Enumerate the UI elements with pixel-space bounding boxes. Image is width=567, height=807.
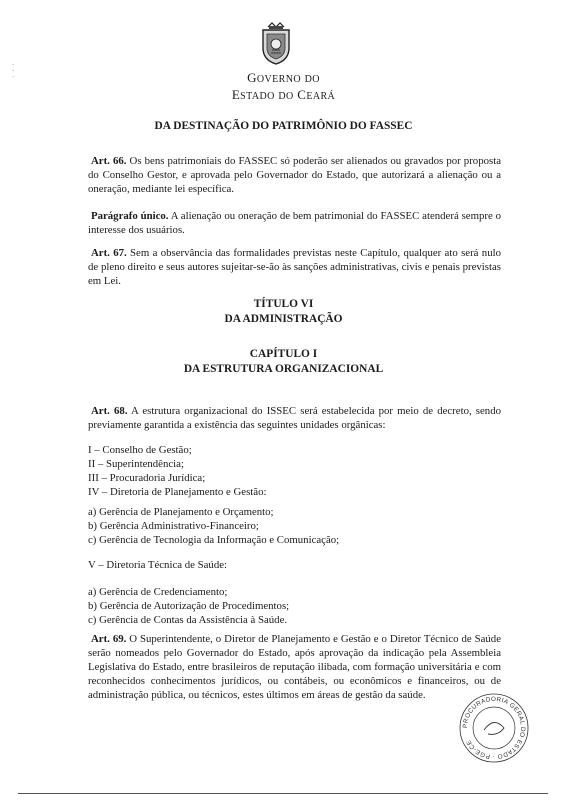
units-iv-list bbox=[88, 505, 508, 547]
titulo-number: TÍTULO VI bbox=[253, 298, 314, 310]
unit-v: V – Diretoria Técnica de Saúde: bbox=[88, 559, 228, 571]
estado-rest: STADO bbox=[240, 91, 275, 102]
article-68 bbox=[88, 404, 501, 432]
article-66-text: Os bens patrimoniais do FASSEC só poderão ser alienados ou gravados por proposta do Conselho Gestor, e aprovada pelo Governador do Estado, que autorizará a alienação ou a oneração, mediante lei específica. bbox=[88, 155, 501, 195]
section-title: DA DESTINAÇÃO DO PATRIMÔNIO DO FASSEC bbox=[154, 120, 413, 132]
estado-do: DO bbox=[278, 91, 294, 102]
paragrafo-unico-text: A alienação ou oneração de bem patrimonial do FASSEC atenderá sempre o interesse dos usuários. bbox=[88, 210, 501, 236]
list-item: I – Conselho de Gestão; bbox=[88, 444, 192, 456]
capitulo-name: DA ESTRUTURA ORGANIZACIONAL bbox=[183, 363, 384, 375]
list-item: b) Gerência Administrativo-Financeiro; bbox=[88, 520, 259, 532]
ceara-rest: EARÁ bbox=[306, 91, 336, 102]
article-67-text: Sem a observância das formalidades previstas neste Capítulo, qualquer ato será nulo de pleno direito e seus autores sujeitar-se-ão às sanções administrativas, civis e penais previstas em Lei. bbox=[88, 247, 501, 287]
article-67-label: Art. 67. bbox=[91, 247, 127, 259]
footer-divider bbox=[18, 793, 548, 794]
state-coat-of-arms-icon bbox=[258, 22, 294, 66]
stamp-text: PROCURADORIA GERAL DO ESTADO · PGE-CE bbox=[461, 695, 527, 761]
procuradoria-stamp-icon bbox=[458, 692, 530, 764]
article-66-label: Art. 66. bbox=[91, 155, 127, 167]
article-69-label: Art. 69. bbox=[91, 633, 127, 645]
paragrafo-unico bbox=[88, 209, 501, 237]
government-header bbox=[0, 70, 567, 104]
list-item: II – Superintendência; bbox=[88, 458, 184, 470]
article-68-label: Art. 68. bbox=[91, 405, 128, 417]
units-main-list bbox=[88, 443, 508, 499]
svg-text:PROCURADORIA GERAL DO ESTADO · bbox=[462, 696, 526, 760]
gov-rest: OVERNO bbox=[256, 74, 301, 85]
list-item: a) Gerência de Planejamento e Orçamento; bbox=[88, 506, 274, 518]
article-67 bbox=[88, 246, 501, 288]
gov-do: DO bbox=[304, 74, 320, 85]
article-69-text: O Superintendente, o Diretor de Planejamento e Gestão e o Diretor Técnico de Saúde serão nomeados pelo Governador do Estado, após aprovação da indicação pela Assembleia Legislativa do Estado, entre brasileiros de reputação ilibada, com formação universitária e com reconhecidos conhecimentos jurídicos, ou contábeis, ou econômicos e financeiros, ou de administração pública, ou técnicos, estes últimos em áreas de gestão da saúde. bbox=[88, 633, 501, 701]
scan-mark: · · · bbox=[12, 61, 15, 81]
article-66 bbox=[88, 154, 501, 196]
units-v-list bbox=[88, 585, 508, 627]
list-item: a) Gerência de Credenciamento; bbox=[88, 586, 228, 598]
list-item: b) Gerência de Autorização de Procedimentos; bbox=[88, 600, 290, 612]
list-item: III – Procuradoria Jurídica; bbox=[88, 472, 206, 484]
gov-line-1 bbox=[0, 70, 567, 87]
ceara-initial: C bbox=[297, 87, 307, 102]
gov-initial: G bbox=[247, 70, 257, 85]
article-68-text: A estrutura organizacional do ISSEC será estabelecida por meio de decreto, sendo previamente garantida a existência das seguintes unidades orgânicas: bbox=[88, 405, 501, 431]
titulo-name: DA ADMINISTRAÇÃO bbox=[224, 313, 343, 325]
list-item: IV – Diretoria de Planejamento e Gestão: bbox=[88, 486, 267, 498]
paragrafo-unico-label: Parágrafo único. bbox=[91, 210, 169, 222]
list-item: c) Gerência de Contas da Assistência à Saúde. bbox=[88, 614, 288, 626]
gov-line-2 bbox=[0, 87, 567, 104]
article-69 bbox=[88, 632, 501, 702]
estado-initial: E bbox=[231, 87, 241, 102]
capitulo-heading bbox=[0, 347, 567, 377]
list-item: c) Gerência de Tecnologia da Informação e Comunicação; bbox=[88, 534, 340, 546]
titulo-heading bbox=[0, 297, 567, 327]
capitulo-number: CAPÍTULO I bbox=[249, 348, 318, 360]
